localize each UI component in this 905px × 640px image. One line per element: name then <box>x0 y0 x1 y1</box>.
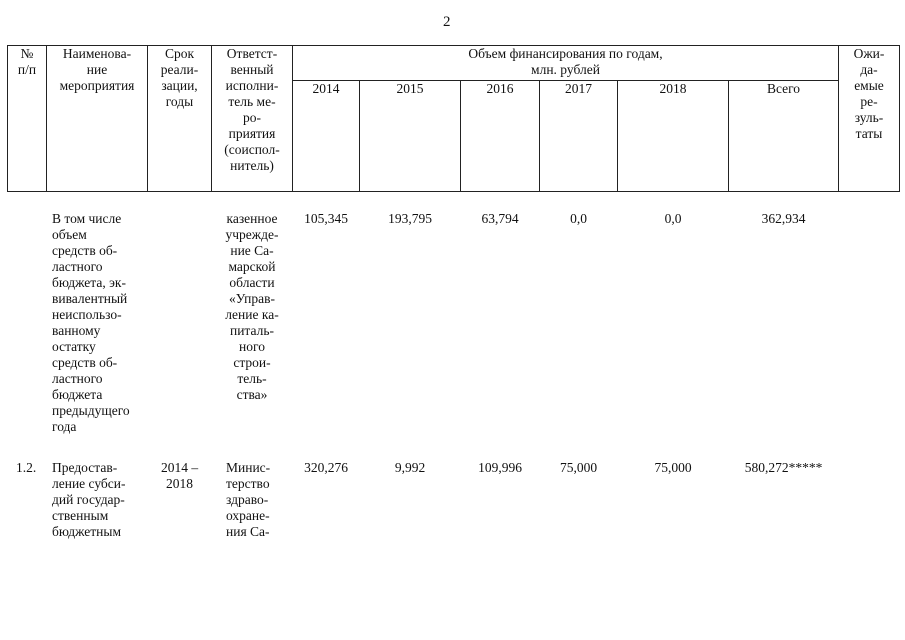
row-name: В том числе объем средств об- ластного бюджета, эк- вивалентный неиспользо- ванному остатку средств об- ластного бюджета предыдущего года <box>52 211 130 434</box>
header-num: № п/п <box>17 46 37 77</box>
row-term: 2014 – 2018 <box>160 460 199 491</box>
row-responsible: Минис- терство здраво- охране- ния Са- <box>226 460 271 539</box>
row-num: 1.2. <box>16 460 37 475</box>
page-number: 2 <box>443 14 451 30</box>
header-bottom-border <box>7 191 900 192</box>
header-year-2016: 2016 <box>486 81 514 96</box>
row-value-2014: 105,345 <box>304 211 348 226</box>
header-results: Ожи- да- емые ре- зуль- таты <box>853 46 885 141</box>
row-name: Предостав- ление субси- дий государ- ственным бюджетным <box>52 460 126 539</box>
row-responsible: казенное учрежде- ние Са- марской области «Управ- ление ка- питаль- ного строи- тель- ства» <box>225 211 279 402</box>
header-funding: Объем финансирования по годам, млн. рублей <box>468 46 663 77</box>
header-total: Всего <box>766 81 801 96</box>
row-value-2015: 9,992 <box>394 460 426 475</box>
header-year-2014: 2014 <box>312 81 340 96</box>
row-value-2018: 75,000 <box>654 460 692 475</box>
header-year-2015: 2015 <box>396 81 424 96</box>
header-name: Наименова- ние мероприятия <box>59 46 135 93</box>
row-value-total: 362,934 <box>761 211 806 226</box>
row-value-2016: 109,996 <box>478 460 522 475</box>
header-term: Срок реали- зации, годы <box>160 46 199 109</box>
row-value-2018: 0,0 <box>664 211 682 226</box>
row-value-2014: 320,276 <box>304 460 348 475</box>
header-year-2017: 2017 <box>565 81 592 96</box>
row-value-2016: 63,794 <box>481 211 519 226</box>
row-value-2017: 75,000 <box>559 460 598 475</box>
row-value-2015: 193,795 <box>388 211 432 226</box>
header-responsible: Ответст- венный исполни- тель ме- ро- приятия (соиспол- нитель) <box>224 46 280 173</box>
row-value-2017: 0,0 <box>570 211 587 226</box>
row-value-total: 580,272***** <box>744 460 823 475</box>
header-year-2018: 2018 <box>659 81 687 96</box>
